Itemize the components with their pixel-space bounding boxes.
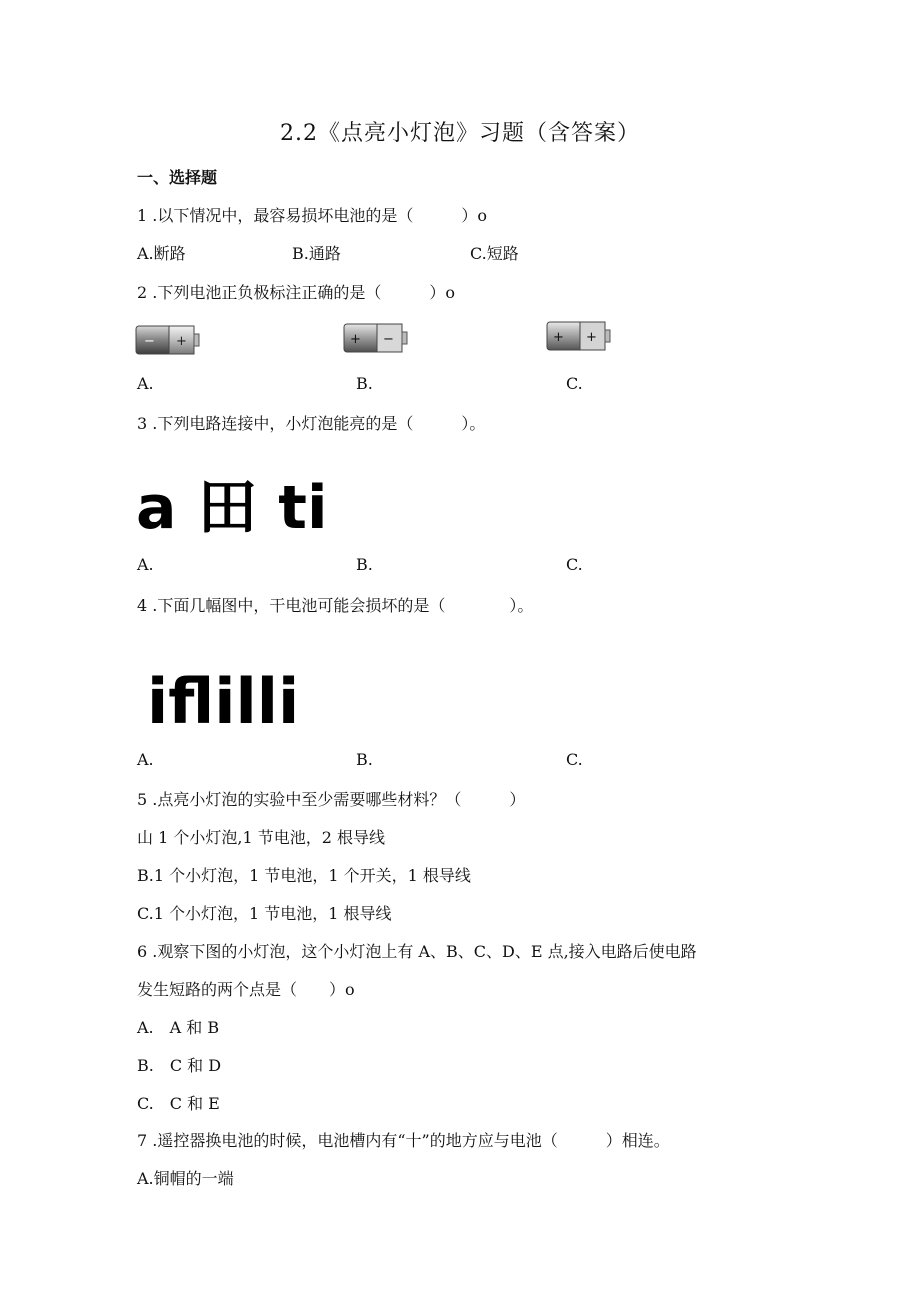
question-6-line-2: 发生短路的两个点是（ ）o — [137, 980, 355, 999]
q2-option-c: C. — [566, 374, 583, 393]
battery-a-image — [135, 322, 201, 356]
q2-option-b: B. — [356, 374, 373, 393]
battery-b-image — [343, 320, 409, 354]
battery-c-right-sign: + — [586, 330, 597, 345]
question-2: 2 .下列电池正负极标注正确的是（ ）o — [137, 283, 455, 302]
page-title: 2.2《点亮小灯泡》习题（含答案） — [280, 121, 640, 146]
q2-option-a: A. — [137, 374, 154, 393]
q4-option-c: C. — [566, 750, 583, 769]
q3-option-c: C. — [566, 555, 583, 574]
q5-option-c: C.1 个小灯泡，1 节电池，1 根导线 — [137, 904, 392, 923]
q4-option-a: A. — [137, 750, 154, 769]
question-7: 7 .遥控器换电池的时候，电池槽内有“十”的地方应与电池（ ）相连。 — [137, 1131, 670, 1150]
q4-battery-images: iflilli — [147, 665, 300, 738]
q4-option-b: B. — [356, 750, 373, 769]
question-6-line-1: 6 .观察下图的小灯泡，这个小灯泡上有 A、B、C、D、E 点,接入电路后使电路 — [137, 942, 697, 961]
q5-option-a: 山 1 个小灯泡,1 节电池，2 根导线 — [137, 828, 385, 847]
battery-b-left-sign: + — [350, 332, 361, 347]
q3-option-a: A. — [137, 555, 154, 574]
q1-option-a: A.断路 — [137, 244, 186, 263]
q5-option-b: B.1 个小灯泡，1 节电池，1 个开关，1 根导线 — [137, 866, 471, 885]
q3-circuit-images: a 田 ti — [136, 473, 328, 543]
battery-a-right-sign: + — [176, 334, 187, 349]
battery-c-image — [546, 318, 612, 352]
section-heading: 一、选择题 — [137, 168, 218, 187]
battery-b-right-sign: − — [383, 332, 394, 347]
q1-option-c: C.短路 — [470, 244, 519, 263]
q1-option-b: B.通路 — [292, 244, 341, 263]
question-1: 1 .以下情况中，最容易损坏电池的是（ ）o — [137, 206, 487, 225]
battery-c-left-sign: + — [553, 330, 564, 345]
q7-option-a: A.铜帽的一端 — [137, 1169, 234, 1188]
q3-option-b: B. — [356, 555, 373, 574]
question-5: 5 .点亮小灯泡的实验中至少需要哪些材料？（ ） — [137, 790, 526, 809]
q6-option-a: A. A 和 B — [137, 1018, 220, 1037]
q6-option-c: C. C 和 E — [137, 1094, 220, 1113]
question-4: 4 .下面几幅图中，干电池可能会损坏的是（ ）。 — [137, 596, 534, 615]
battery-a-left-sign: − — [144, 334, 155, 349]
question-3: 3 .下列电路连接中，小灯泡能亮的是（ ）。 — [137, 414, 486, 433]
q6-option-b: B. C 和 D — [137, 1056, 222, 1075]
